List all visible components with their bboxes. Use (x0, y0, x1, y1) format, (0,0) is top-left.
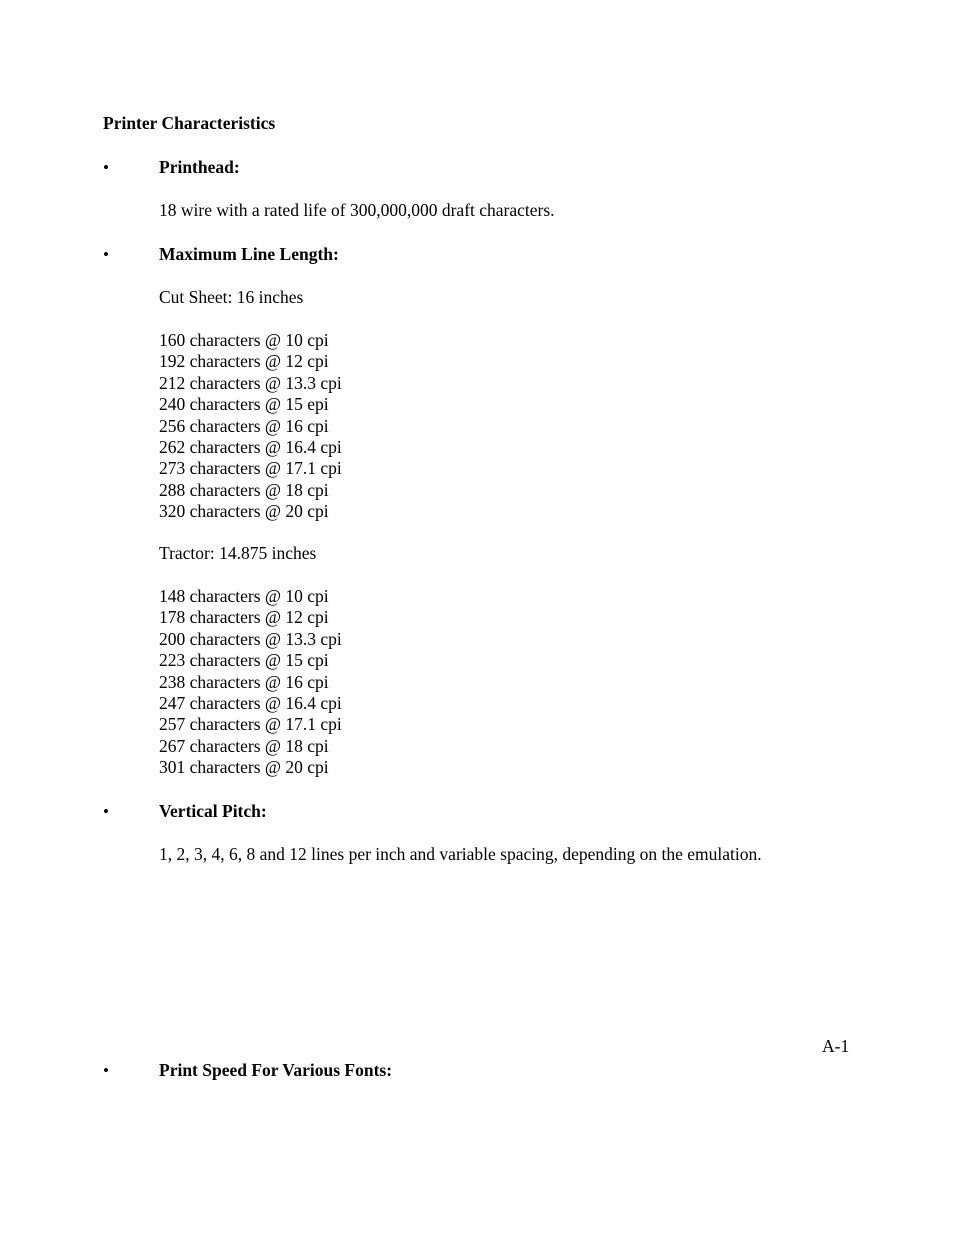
tractor-label: Tractor: 14.875 inches (159, 543, 317, 563)
bullet-icon: • (103, 1061, 109, 1080)
list-item: 288 characters @ 18 cpi (159, 479, 329, 500)
print-speed-title: Print Speed For Various Fonts: (159, 1060, 393, 1080)
list-item: 148 characters @ 10 cpi (159, 586, 329, 606)
printhead-title: Printhead: (159, 157, 240, 177)
tractor-list (159, 586, 342, 779)
list-item: 247 characters @ 16.4 cpi (159, 692, 342, 713)
list-item: 262 characters @ 16.4 cpi (159, 436, 342, 457)
list-item: 160 characters @ 10 cpi (159, 330, 329, 350)
list-item: 301 characters @ 20 cpi (159, 757, 329, 778)
max-line-length-title: Maximum Line Length: (159, 244, 339, 264)
cut-sheet-list (159, 330, 342, 523)
vertical-pitch-text: 1, 2, 3, 4, 6, 8 and 12 lines per inch and variable spacing, depending on the emulation. (159, 844, 762, 864)
list-item: 267 characters @ 18 cpi (159, 735, 329, 756)
list-item: 178 characters @ 12 cpi (159, 607, 329, 628)
list-item: 200 characters @ 13.3 cpi (159, 628, 342, 649)
list-item: 257 characters @ 17.1 cpi (159, 714, 342, 735)
bullet-icon: • (103, 158, 109, 177)
cut-sheet-label: Cut Sheet: 16 inches (159, 287, 304, 307)
printhead-text: 18 wire with a rated life of 300,000,000 draft characters. (159, 200, 555, 220)
bullet-icon: • (103, 245, 109, 264)
vertical-pitch-title: Vertical Pitch: (159, 801, 267, 821)
bullet-icon: • (103, 802, 109, 821)
list-item: 273 characters @ 17.1 cpi (159, 458, 342, 479)
page-number: A-1 (822, 1036, 850, 1056)
list-item: 240 characters @ 15 epi (159, 394, 329, 415)
list-item: 192 characters @ 12 cpi (159, 351, 329, 372)
list-item: 212 characters @ 13.3 cpi (159, 372, 342, 393)
list-item: 238 characters @ 16 cpi (159, 671, 329, 692)
list-item: 320 characters @ 20 cpi (159, 501, 329, 522)
list-item: 223 characters @ 15 cpi (159, 650, 329, 671)
list-item: 256 characters @ 16 cpi (159, 415, 329, 436)
page-title: Printer Characteristics (103, 113, 276, 133)
